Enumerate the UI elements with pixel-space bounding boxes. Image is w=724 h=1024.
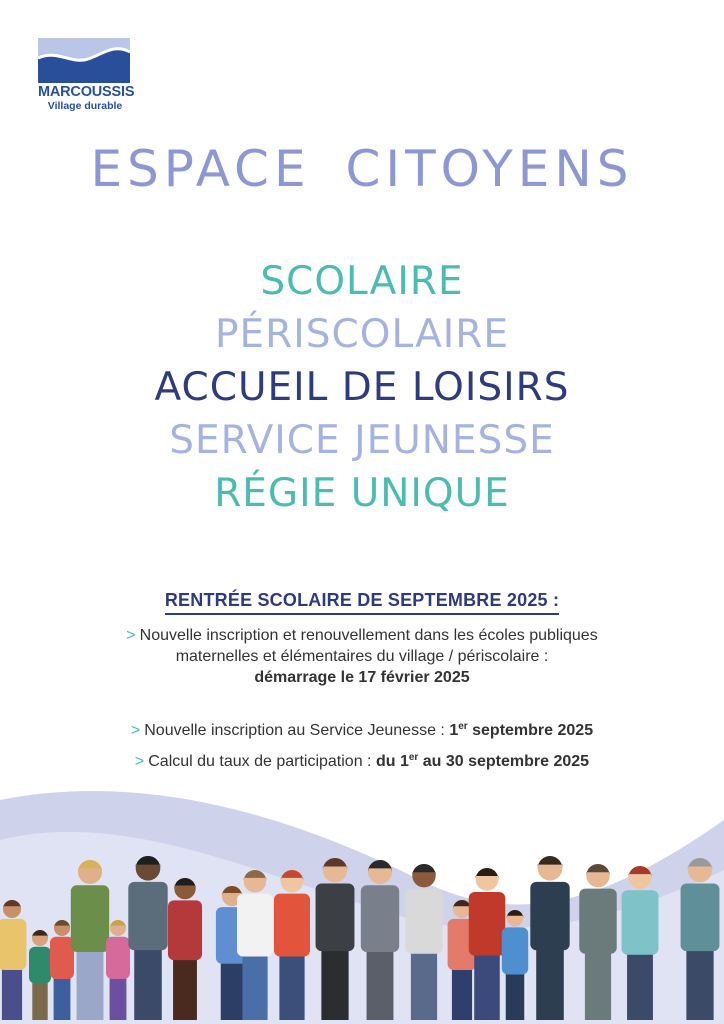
logo-wave-mark: [38, 38, 130, 83]
item1-line2: maternelles et élémentaires du village / périscolaire :: [175, 648, 549, 665]
service-scolaire: SCOLAIRE: [260, 259, 464, 304]
person-figure: [530, 856, 569, 1020]
page-title: ESPACE CITOYENS: [90, 140, 634, 198]
person-figure: [469, 868, 505, 1020]
item1-date: démarrage le 17 février 2025: [254, 669, 470, 686]
item2-date: 1er septembre 2025: [449, 721, 594, 739]
logo-tagline: Village durable: [47, 100, 123, 112]
info-item-inscription: [0, 625, 724, 688]
marcoussis-logo: [38, 38, 135, 114]
service-jeunesse: SERVICE JEUNESSE: [169, 418, 555, 463]
rentree-info: [0, 590, 724, 772]
rentree-title: RENTRÉE SCOLAIRE DE SEPTEMBRE 2025 :: [165, 590, 559, 615]
logo-name: MARCOUSSIS: [38, 84, 135, 100]
item1-line1: Nouvelle inscription et renouvellement dans les écoles publiques: [139, 627, 598, 644]
service-regie-unique: RÉGIE UNIQUE: [214, 471, 510, 516]
chevron-right-icon: >: [126, 627, 136, 644]
chevron-right-icon: >: [134, 753, 145, 770]
service-periscolaire: PÉRISCOLAIRE: [215, 312, 509, 357]
item3-date: du 1er au 30 septembre 2025: [375, 752, 590, 770]
chevron-right-icon: >: [130, 722, 141, 739]
info-item-jeunesse: [0, 720, 724, 741]
people-crowd-illustration: [0, 760, 724, 1024]
item3-text: Calcul du taux de participation :: [148, 753, 372, 770]
item2-text: Nouvelle inscription au Service Jeunesse :: [144, 722, 445, 739]
services-list: [0, 255, 724, 520]
service-accueil-de-loisirs: ACCUEIL DE LOISIRS: [154, 365, 570, 410]
